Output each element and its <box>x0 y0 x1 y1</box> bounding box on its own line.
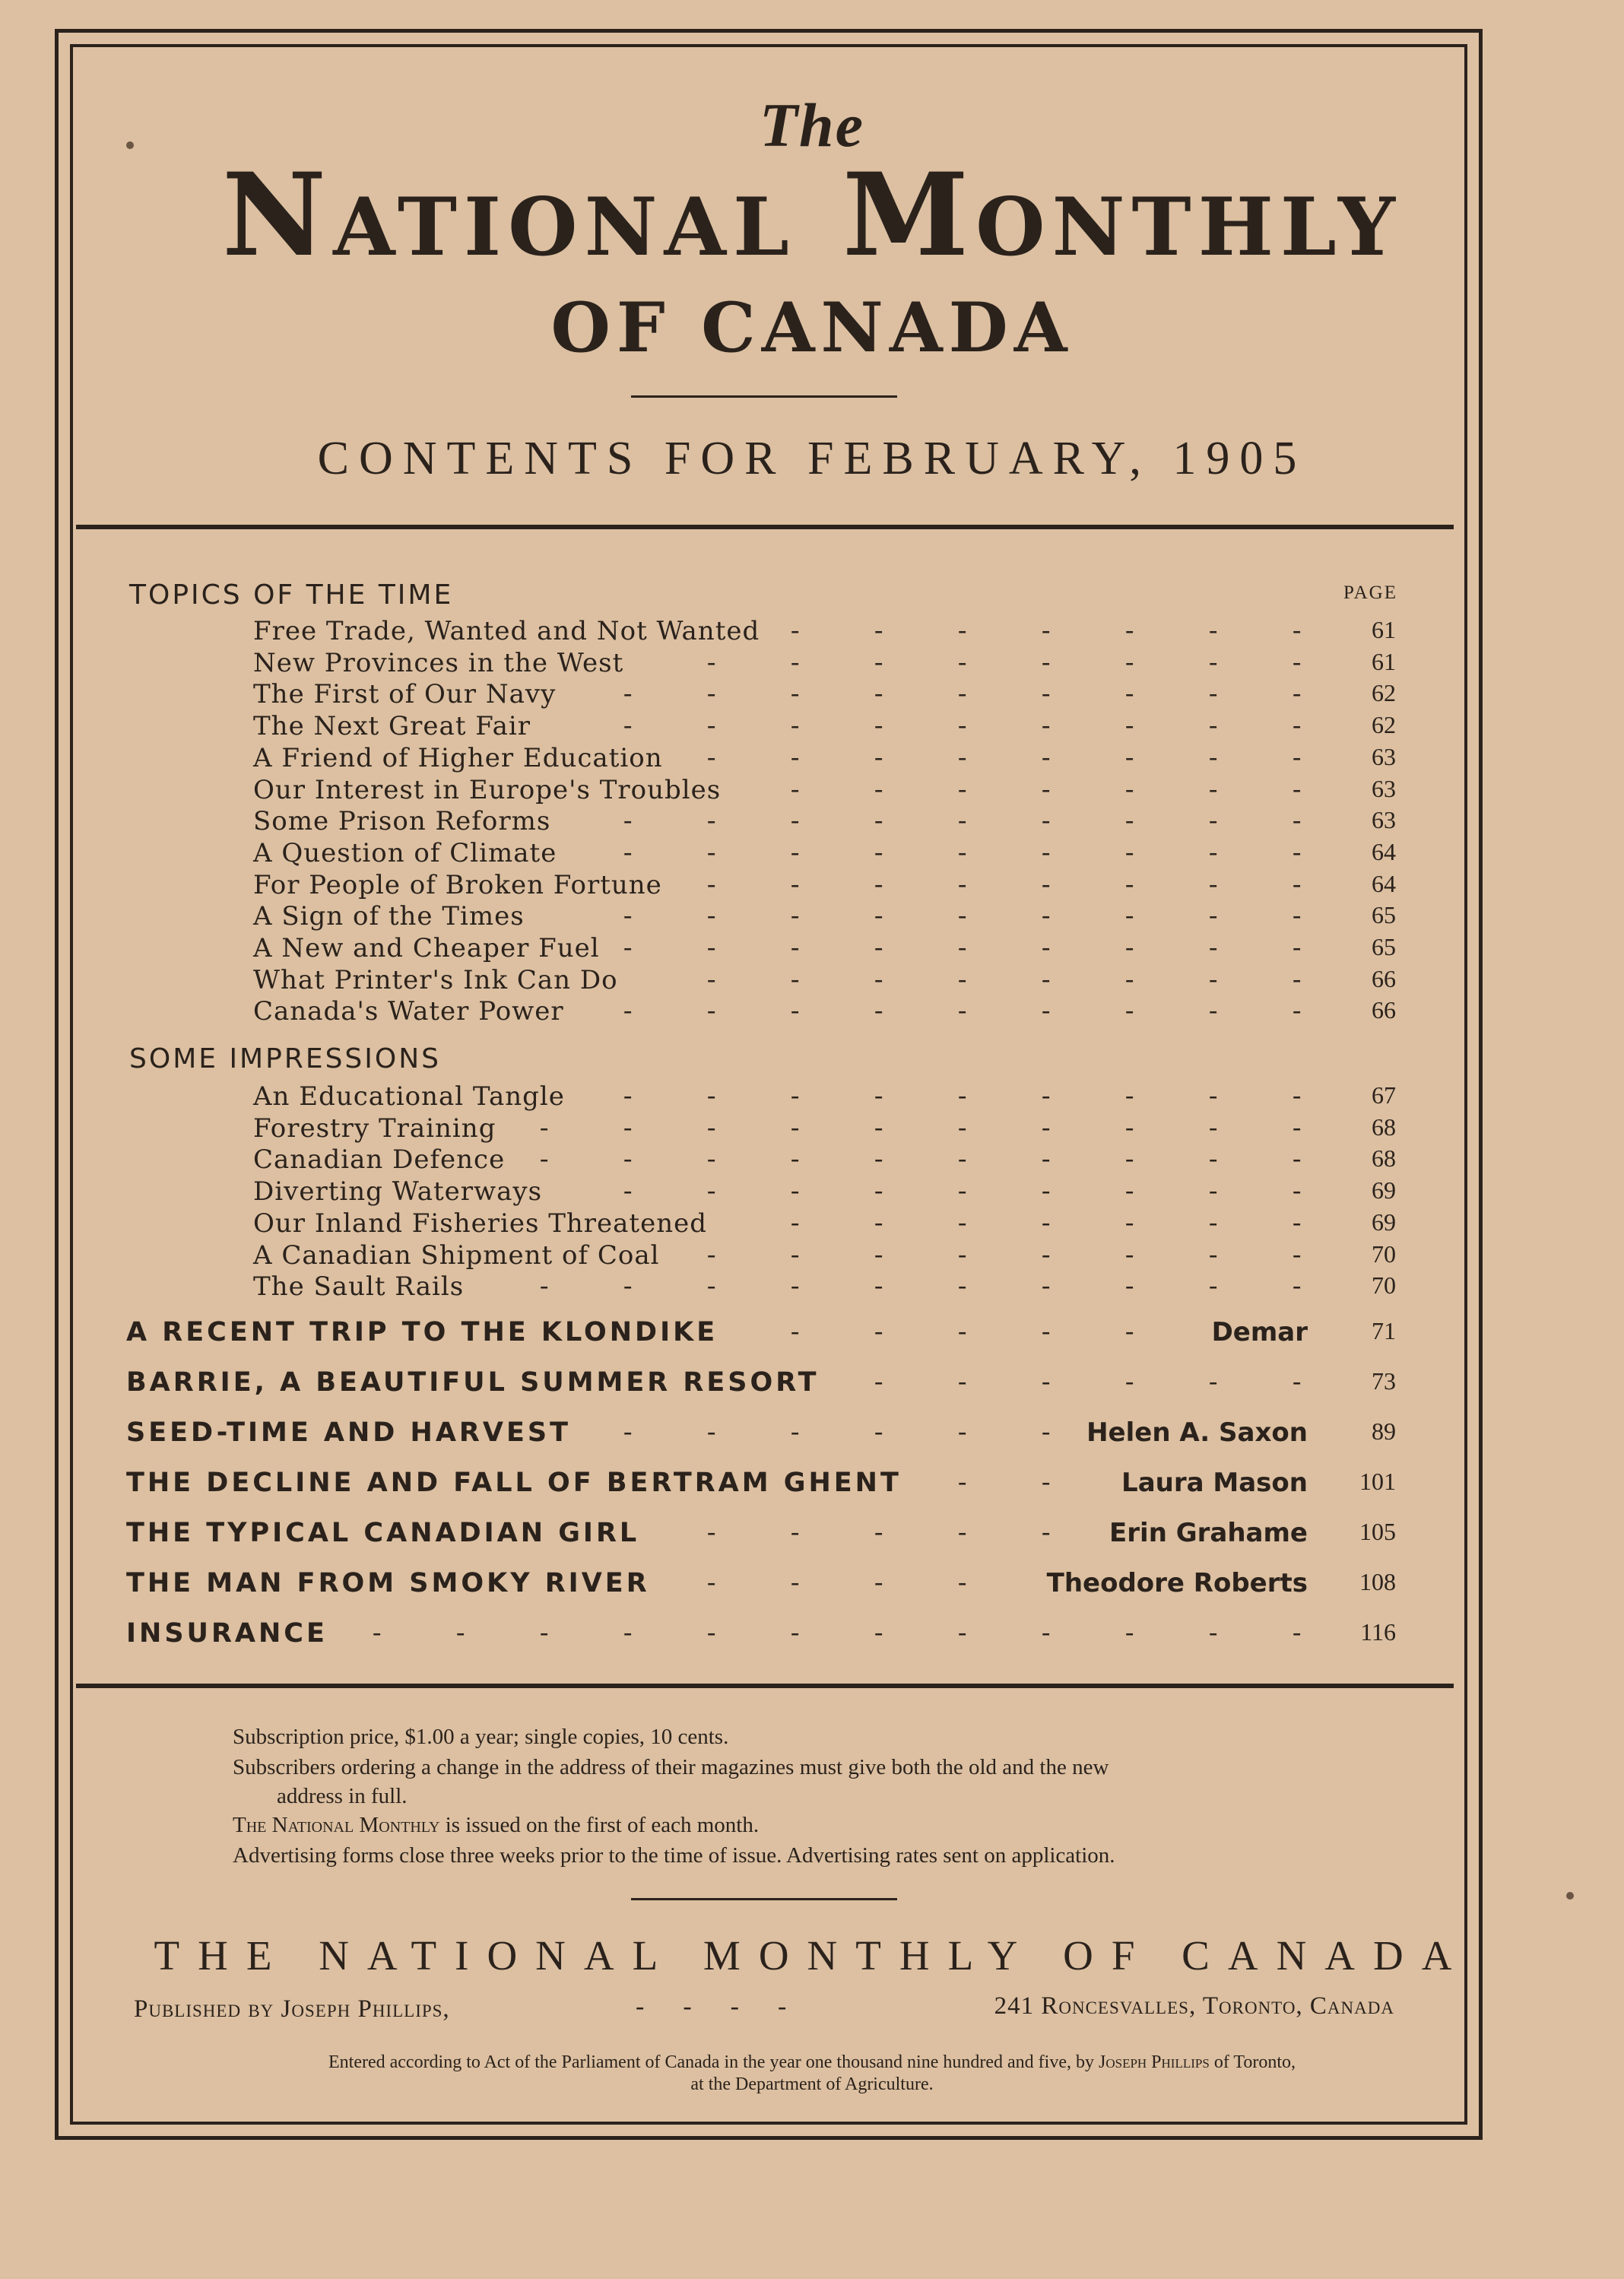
magazine-title: National Monthly <box>222 148 1402 282</box>
toc-entry-page: 66 <box>1372 964 1396 992</box>
toc-row: THE TYPICAL CANADIAN GIRL - - - - - Erin Grahame 105 <box>126 1518 1396 1548</box>
page-column-label: PAGE <box>1343 582 1397 603</box>
divider-short-footer <box>631 1898 897 1900</box>
toc-row: THE MAN FROM SMOKY RIVER - - - - Theodore Roberts 108 <box>126 1568 1396 1598</box>
toc-row: A Canadian Shipment of Coal - - - - - - - - 70 <box>253 1239 1396 1271</box>
toc-entry-title: Free Trade, Wanted and Not Wanted <box>253 616 760 646</box>
toc-entry-title: THE TYPICAL CANADIAN GIRL <box>126 1518 640 1548</box>
toc-entry-page: 62 <box>1372 711 1396 739</box>
toc-entry-page: 64 <box>1372 837 1396 865</box>
toc-entry-title: A Friend of Higher Education <box>253 742 663 773</box>
toc-entry-author: Helen A. Saxon <box>1086 1417 1308 1448</box>
toc-entry-page: 65 <box>1372 901 1396 929</box>
toc-entry-page: 61 <box>1372 616 1396 643</box>
note-address-change-cont: address in full. <box>277 1784 408 1808</box>
toc-row: BARRIE, A BEAUTIFUL SUMMER RESORT - - - - - - 73 <box>126 1367 1396 1398</box>
copyright-holder: Joseph Phillips <box>1099 2052 1210 2072</box>
toc-entry-title: A Canadian Shipment of Coal <box>253 1239 660 1271</box>
toc-entry-author: Erin Grahame <box>1109 1518 1308 1548</box>
toc-row: THE DECLINE AND FALL OF BERTRAM GHENT - - Laura Mason 101 <box>126 1468 1396 1498</box>
masthead-the: The <box>759 90 865 160</box>
toc-row: Our Inland Fisheries Threatened - - - - - - - 69 <box>253 1208 1396 1239</box>
note-advertising: Advertising forms close three weeks prior to the time of issue. Advertising rates sent on application. <box>233 1843 1115 1868</box>
toc-entry-page: 68 <box>1372 1113 1396 1141</box>
toc-entry-page: 61 <box>1372 647 1396 675</box>
toc-entry-page: 63 <box>1372 806 1396 834</box>
toc-row: SEED-TIME AND HARVEST - - - - - - Helen A. Saxon 89 <box>126 1417 1396 1448</box>
toc-row: Forestry Training - - - - - - - - - - 68 <box>253 1113 1396 1144</box>
toc-entry-title: INSURANCE <box>126 1618 328 1649</box>
publisher-leader: - - - - <box>636 1992 787 2020</box>
toc-entry-page: 69 <box>1372 1208 1396 1236</box>
toc-entry-title: THE MAN FROM SMOKY RIVER <box>126 1568 650 1598</box>
copyright-notice <box>0 2052 1624 2096</box>
toc-entry-title: The First of Our Navy <box>253 679 557 710</box>
toc-entry-title: A Question of Climate <box>253 837 557 868</box>
copyright-line-1 <box>0 2052 1624 2074</box>
toc-row: What Printer's Ink Can Do - - - - - - - - 66 <box>253 964 1396 995</box>
toc-entry-page: 105 <box>1359 1518 1396 1545</box>
toc-row: An Educational Tangle - - - - - - - - - 67 <box>253 1081 1396 1112</box>
toc-entry-title: For People of Broken Fortune <box>253 869 662 900</box>
toc-entry-title: The Sault Rails <box>253 1271 465 1303</box>
toc-row: For People of Broken Fortune - - - - - - - - 64 <box>253 869 1396 900</box>
toc-entry-title: Diverting Waterways <box>253 1176 543 1208</box>
section-heading-impressions: SOME IMPRESSIONS <box>129 1043 442 1074</box>
toc-row: A Sign of the Times - - - - - - - - - 65 <box>253 901 1396 932</box>
toc-entry-title: The Next Great Fair <box>253 711 531 742</box>
note-issue <box>233 1813 759 1838</box>
toc-entry-title: BARRIE, A BEAUTIFUL SUMMER RESORT <box>126 1367 820 1398</box>
toc-entry-title: Our Interest in Europe's Troubles <box>253 774 722 805</box>
toc-entry-page: 63 <box>1372 742 1396 770</box>
toc-row: Canada's Water Power - - - - - - - - - 66 <box>253 996 1396 1027</box>
note-issue-name: The National Monthly <box>233 1813 440 1837</box>
rule-bottom <box>76 1684 1454 1688</box>
toc-entry-title: SEED-TIME AND HARVEST <box>126 1417 571 1448</box>
publisher-address: 241 Roncesvalles, Toronto, Canada <box>994 1992 1394 2020</box>
toc-entry-page: 62 <box>1372 679 1396 707</box>
magazine-subtitle: OF CANADA <box>550 287 1074 368</box>
toc-entry-page: 66 <box>1372 996 1396 1024</box>
toc-entry-title: Canada's Water Power <box>253 996 564 1027</box>
note-address-change: Subscribers ordering a change in the address of their magazines must give both the old and the new <box>233 1755 1109 1779</box>
toc-entry-page: 73 <box>1372 1367 1396 1395</box>
toc-entry-page: 70 <box>1372 1239 1396 1268</box>
toc-entry-title: New Provinces in the West <box>253 647 624 678</box>
toc-entry-title: Our Inland Fisheries Threatened <box>253 1208 707 1239</box>
copyright-place: of Toronto, <box>1209 2052 1296 2072</box>
toc-entry-page: 101 <box>1359 1468 1396 1495</box>
toc-row: The First of Our Navy - - - - - - - - - 62 <box>253 679 1396 710</box>
toc-entry-page: 71 <box>1372 1317 1396 1344</box>
copyright-text: Entered according to Act of the Parliament of Canada in the year one thousand nine hundred and five, by <box>328 2052 1099 2072</box>
toc-row: The Sault Rails - - - - - - - - - - 70 <box>253 1271 1396 1303</box>
toc-row: A New and Cheaper Fuel - - - - - - - - - 65 <box>253 933 1396 963</box>
divider-short <box>631 395 897 398</box>
toc-entry-page: 70 <box>1372 1271 1396 1300</box>
toc-entry-page: 116 <box>1360 1618 1396 1646</box>
footer-magazine-name: THE NATIONAL MONTHLY OF CANADA <box>154 1932 1470 1979</box>
toc-entry-page: 89 <box>1372 1417 1396 1445</box>
contents-heading: CONTENTS FOR FEBRUARY, 1905 <box>317 433 1307 484</box>
toc-entry-title: What Printer's Ink Can Do <box>253 964 618 995</box>
toc-entry-author: Laura Mason <box>1121 1468 1308 1498</box>
toc-row: Canadian Defence - - - - - - - - - - 68 <box>253 1144 1396 1176</box>
toc-entry-title: An Educational Tangle <box>253 1081 565 1112</box>
toc-row: A RECENT TRIP TO THE KLONDIKE - - - - - Demar 71 <box>126 1317 1396 1347</box>
toc-row: A Friend of Higher Education - - - - - - - - 63 <box>253 742 1396 773</box>
toc-entry-title: Forestry Training <box>253 1113 496 1144</box>
toc-row: New Provinces in the West - - - - - - - - 61 <box>253 647 1396 678</box>
toc-row: Diverting Waterways - - - - - - - - - 69 <box>253 1176 1396 1208</box>
rule-top <box>76 525 1454 529</box>
section-heading-topics: TOPICS OF THE TIME <box>129 579 454 611</box>
copyright-line-2: at the Department of Agriculture. <box>690 2074 934 2094</box>
toc-entry-page: 108 <box>1359 1568 1396 1595</box>
toc-entry-page: 69 <box>1372 1176 1396 1205</box>
toc-row: Free Trade, Wanted and Not Wanted - - - - - - - 61 <box>253 616 1396 646</box>
toc-entry-page: 63 <box>1372 774 1396 802</box>
toc-entry-author: Demar <box>1211 1317 1308 1347</box>
note-subscription: Subscription price, $1.00 a year; single copies, 10 cents. <box>233 1725 729 1749</box>
toc-entry-title: Canadian Defence <box>253 1144 506 1176</box>
toc-entry-page: 68 <box>1372 1144 1396 1173</box>
toc-row: A Question of Climate - - - - - - - - - 64 <box>253 837 1396 868</box>
toc-entry-page: 67 <box>1372 1081 1396 1109</box>
toc-row: INSURANCE - - - - - - - - - - - - 116 <box>126 1618 1396 1649</box>
toc-row: Our Interest in Europe's Troubles - - - - - - - 63 <box>253 774 1396 805</box>
toc-entry-title: A Sign of the Times <box>253 901 525 932</box>
toc-row: Some Prison Reforms - - - - - - - - - 63 <box>253 806 1396 837</box>
toc-entry-title: A New and Cheaper Fuel <box>253 933 600 963</box>
toc-row: The Next Great Fair - - - - - - - - - 62 <box>253 711 1396 742</box>
toc-entry-author: Theodore Roberts <box>1046 1568 1308 1598</box>
toc-entry-title: THE DECLINE AND FALL OF BERTRAM GHENT <box>126 1468 902 1498</box>
toc-entry-page: 65 <box>1372 933 1396 960</box>
paper-speck <box>1566 1892 1574 1900</box>
note-issue-rest: is issued on the first of each month. <box>439 1813 760 1837</box>
toc-entry-page: 64 <box>1372 869 1396 897</box>
publisher-line: Published by Joseph Phillips, <box>134 1995 450 2023</box>
toc-entry-title: Some Prison Reforms <box>253 806 551 837</box>
toc-entry-title: A RECENT TRIP TO THE KLONDIKE <box>126 1317 718 1347</box>
